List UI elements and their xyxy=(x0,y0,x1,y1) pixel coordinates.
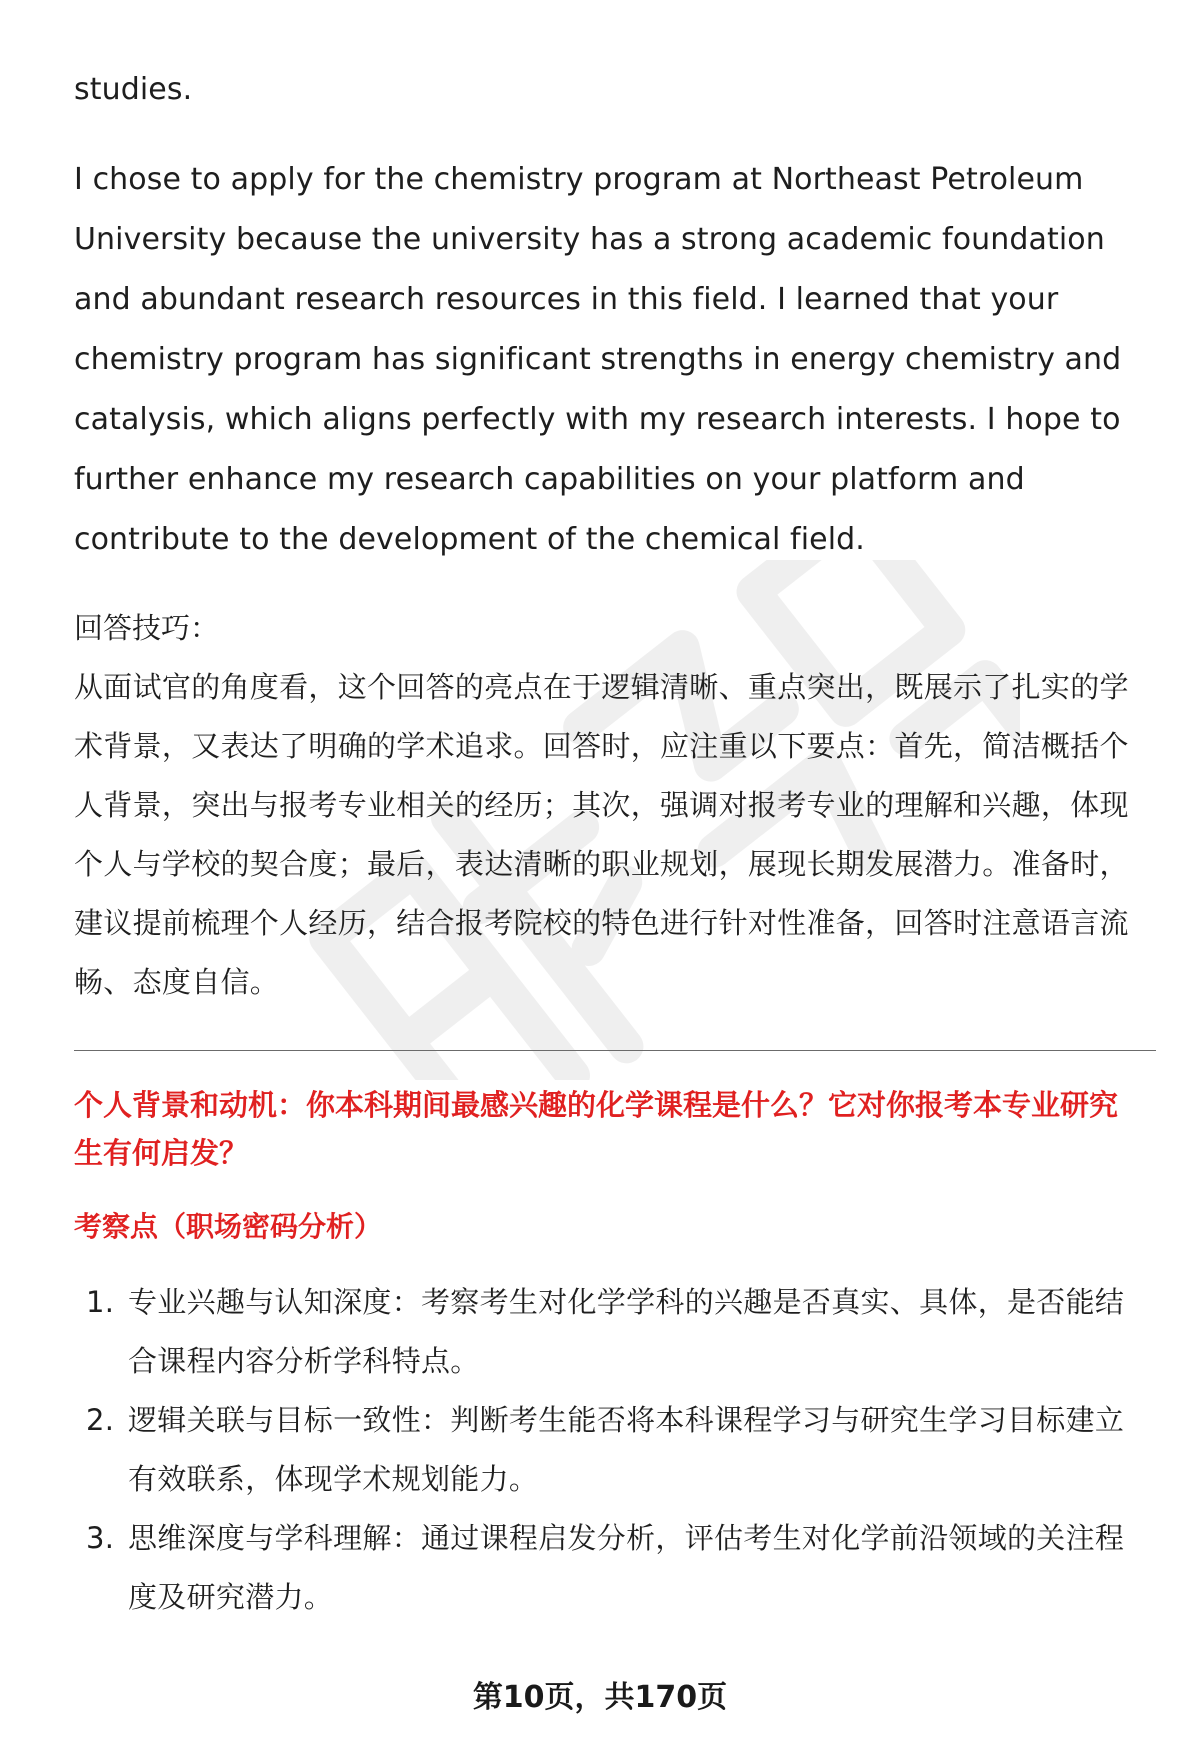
assessment-subheading: 考察点（职场密码分析） xyxy=(74,1210,383,1243)
list-item-text: 专业兴趣与认知深度：考察考生对化学学科的兴趣是否真实、具体，是否能结合课程内容分析学科特点。 xyxy=(128,1285,1125,1378)
list-item-number: 2. xyxy=(86,1403,115,1437)
list-item xyxy=(74,1391,1134,1509)
answer-paragraph: I chose to apply for the chemistry program at Northeast Petroleum University because the university has a strong academic foundation and abundant research resources in this field. I learned that your chemistry program has significant strengths in energy chemistry and catalysis, which aligns perfectly with my research interests. I hope to further enhance my research capabilities on your platform and contribute to the development of the chemical field. xyxy=(74,162,1122,557)
assessment-points-list xyxy=(74,1273,1134,1627)
tips-paragraph: 从面试官的角度看，这个回答的亮点在于逻辑清晰、重点突出，既展示了扎实的学术背景，又表达了明确的学术追求。回答时，应注重以下要点：首先，简洁概括个人背景，突出与报考专业相关的经历；其次，强调对报考专业的理解和兴趣，体现个人与学校的契合度；最后，表达清晰的职业规划，展现长期发展潜力。准备时，建议提前梳理个人经历，结合报考院校的特色进行针对性准备，回答时注意语言流畅、态度自信。 xyxy=(74,670,1129,999)
list-item-text: 逻辑关联与目标一致性：判断考生能否将本科课程学习与研究生学习目标建立有效联系，体现学术规划能力。 xyxy=(128,1403,1125,1496)
section-divider xyxy=(74,1050,1156,1051)
list-item xyxy=(74,1509,1134,1627)
paragraph-continuation: studies. xyxy=(74,72,193,107)
question-heading: 个人背景和动机：你本科期间最感兴趣的化学课程是什么？它对你报考本专业研究生有何启发？ xyxy=(74,1088,1119,1170)
document-page xyxy=(74,60,1134,1627)
page-number-footer: 第10页，共170页 xyxy=(472,1680,728,1715)
tips-label: 回答技巧： xyxy=(74,611,220,645)
list-item-number: 3. xyxy=(86,1521,115,1555)
list-item-number: 1. xyxy=(86,1285,115,1319)
list-item xyxy=(74,1273,1134,1391)
list-item-text: 思维深度与学科理解：通过课程启发分析，评估考生对化学前沿领域的关注程度及研究潜力。 xyxy=(128,1521,1125,1614)
